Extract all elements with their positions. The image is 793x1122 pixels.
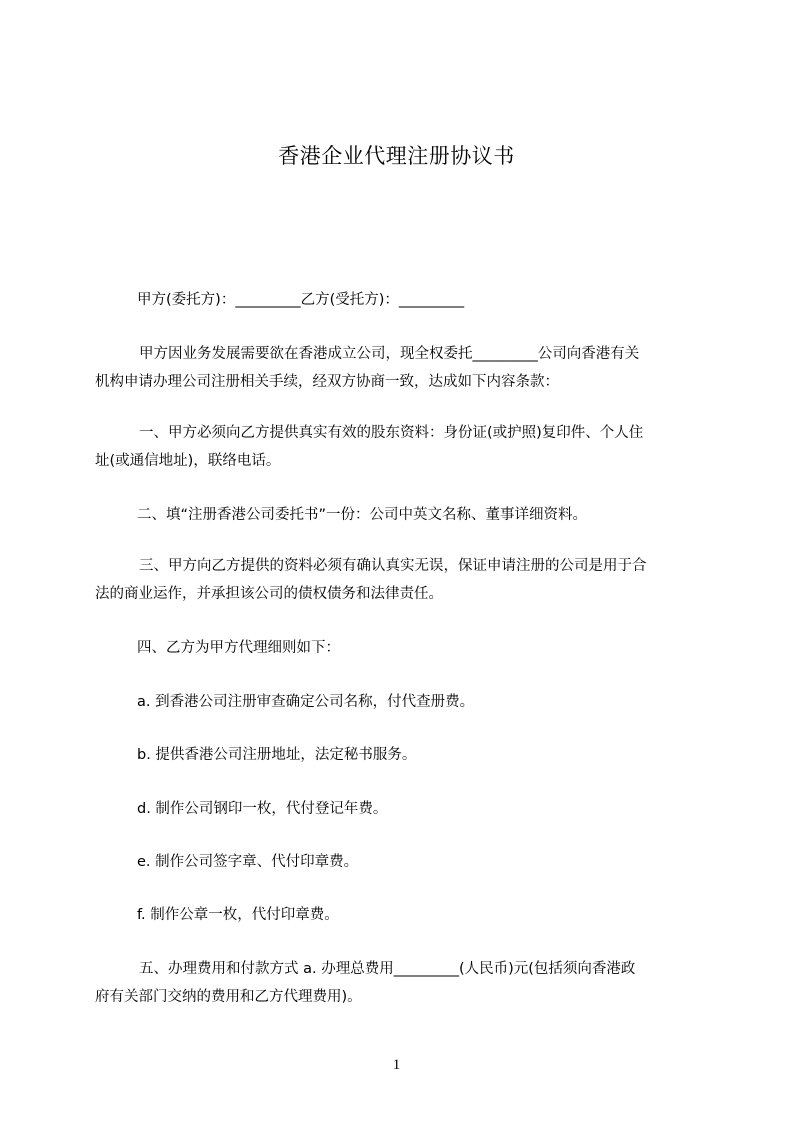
list-item-b bbox=[137, 741, 749, 769]
list-item-e-text: e. 制作公司签字章、代付印章费。 bbox=[137, 854, 359, 870]
list-item-a bbox=[137, 688, 749, 716]
clause-4-paragraph bbox=[137, 634, 749, 662]
list-item-e bbox=[137, 848, 749, 876]
list-item-f bbox=[137, 901, 749, 929]
list-item-d-text: d. 制作公司钢印一枚，代付登记年费。 bbox=[137, 801, 388, 817]
parties-text: 甲方(委托方)：_________乙方(受托方)：_________ bbox=[137, 292, 465, 308]
list-item-a-text: a. 到香港公司注册审查确定公司名称，付代查册费。 bbox=[137, 694, 475, 710]
intro-paragraph bbox=[95, 340, 707, 396]
clause-3-line-2: 法的商业运作，并承担该公司的债权债务和法律责任。 bbox=[95, 586, 443, 602]
clause-1-paragraph bbox=[95, 419, 707, 475]
clause-3-paragraph bbox=[95, 552, 707, 608]
intro-line-2: 机构申请办理公司注册相关手续，经双方协商一致，达成如下内容条款： bbox=[95, 374, 559, 390]
list-item-f-text: f. 制作公章一枚，代付印章费。 bbox=[137, 907, 339, 923]
clause-4-line: 四、乙方为甲方代理细则如下： bbox=[137, 640, 340, 656]
parties-line bbox=[137, 286, 749, 314]
document-title: 香港企业代理注册协议书 bbox=[278, 144, 515, 168]
clause-1-line-2: 址(或通信地址)，联络电话。 bbox=[95, 453, 281, 469]
clause-5-line-2: 府有关部门交纳的费用和乙方代理费用)。 bbox=[95, 989, 362, 1005]
list-item-b-text: b. 提供香港公司注册地址，法定秘书服务。 bbox=[137, 747, 417, 763]
clause-3-line-1: 三、甲方向乙方提供的资料必须有确认真实无误，保证申请注册的公司是用于合 bbox=[139, 558, 647, 574]
list-item-d bbox=[137, 795, 749, 823]
intro-line-1: 甲方因业务发展需要欲在香港成立公司，现全权委托_________公司向香港有关 bbox=[139, 346, 640, 362]
clause-2-paragraph bbox=[137, 501, 749, 529]
clause-5-paragraph bbox=[95, 955, 707, 1011]
clause-5-line-1: 五、办理费用和付款方式 a. 办理总费用_________(人民币)元(包括须向香港政 bbox=[139, 961, 636, 977]
page-number: 1 bbox=[392, 1057, 401, 1073]
clause-1-line-1: 一、甲方必须向乙方提供真实有效的股东资料：身份证(或护照)复印件、个人住 bbox=[139, 425, 644, 441]
clause-2-line: 二、填“注册香港公司委托书”一份：公司中英文名称、董事详细资料。 bbox=[137, 507, 588, 523]
